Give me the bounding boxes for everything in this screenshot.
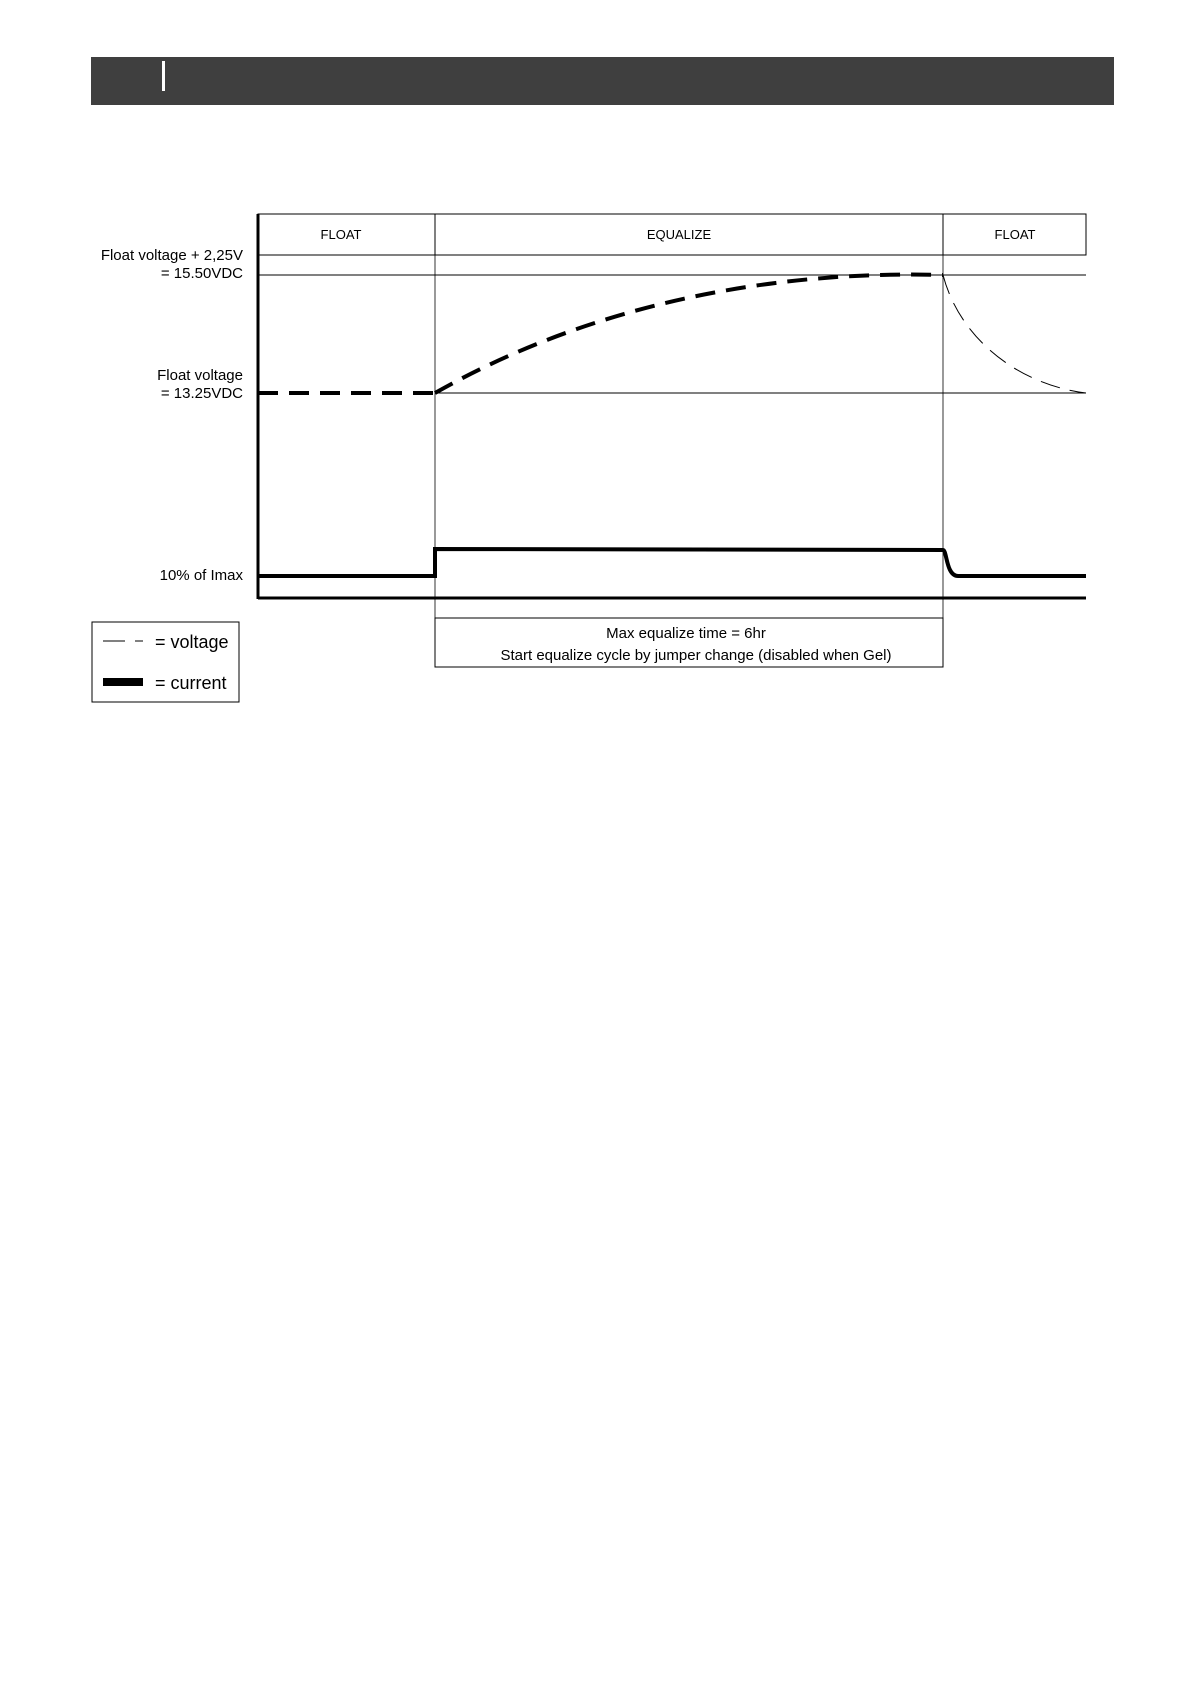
legend-current-symbol (103, 678, 143, 686)
voltage-curve-equalize (435, 275, 943, 393)
legend-voltage-label: = voltage (155, 632, 229, 652)
label-current-level: 10% of Imax (159, 567, 243, 584)
phase-label-float-1: FLOAT (320, 227, 362, 242)
legend-current-label: = current (155, 673, 227, 693)
label-upper-voltage-line2: = 15.50VDC (160, 265, 243, 282)
phase-label-equalize: EQUALIZE (646, 227, 712, 242)
current-curve (258, 549, 1086, 576)
label-upper-voltage-line1: Float voltage + 2,25V (100, 247, 243, 264)
note-max-equalize-time: Max equalize time = 6hr (606, 625, 766, 642)
label-float-voltage-line2: = 13.25VDC (160, 385, 243, 402)
phase-label-float-2: FLOAT (994, 227, 1036, 242)
voltage-curve-float-2 (943, 275, 1086, 393)
label-float-voltage-line1: Float voltage (157, 367, 243, 384)
note-start-equalize: Start equalize cycle by jumper change (disabled when Gel) (500, 647, 892, 664)
